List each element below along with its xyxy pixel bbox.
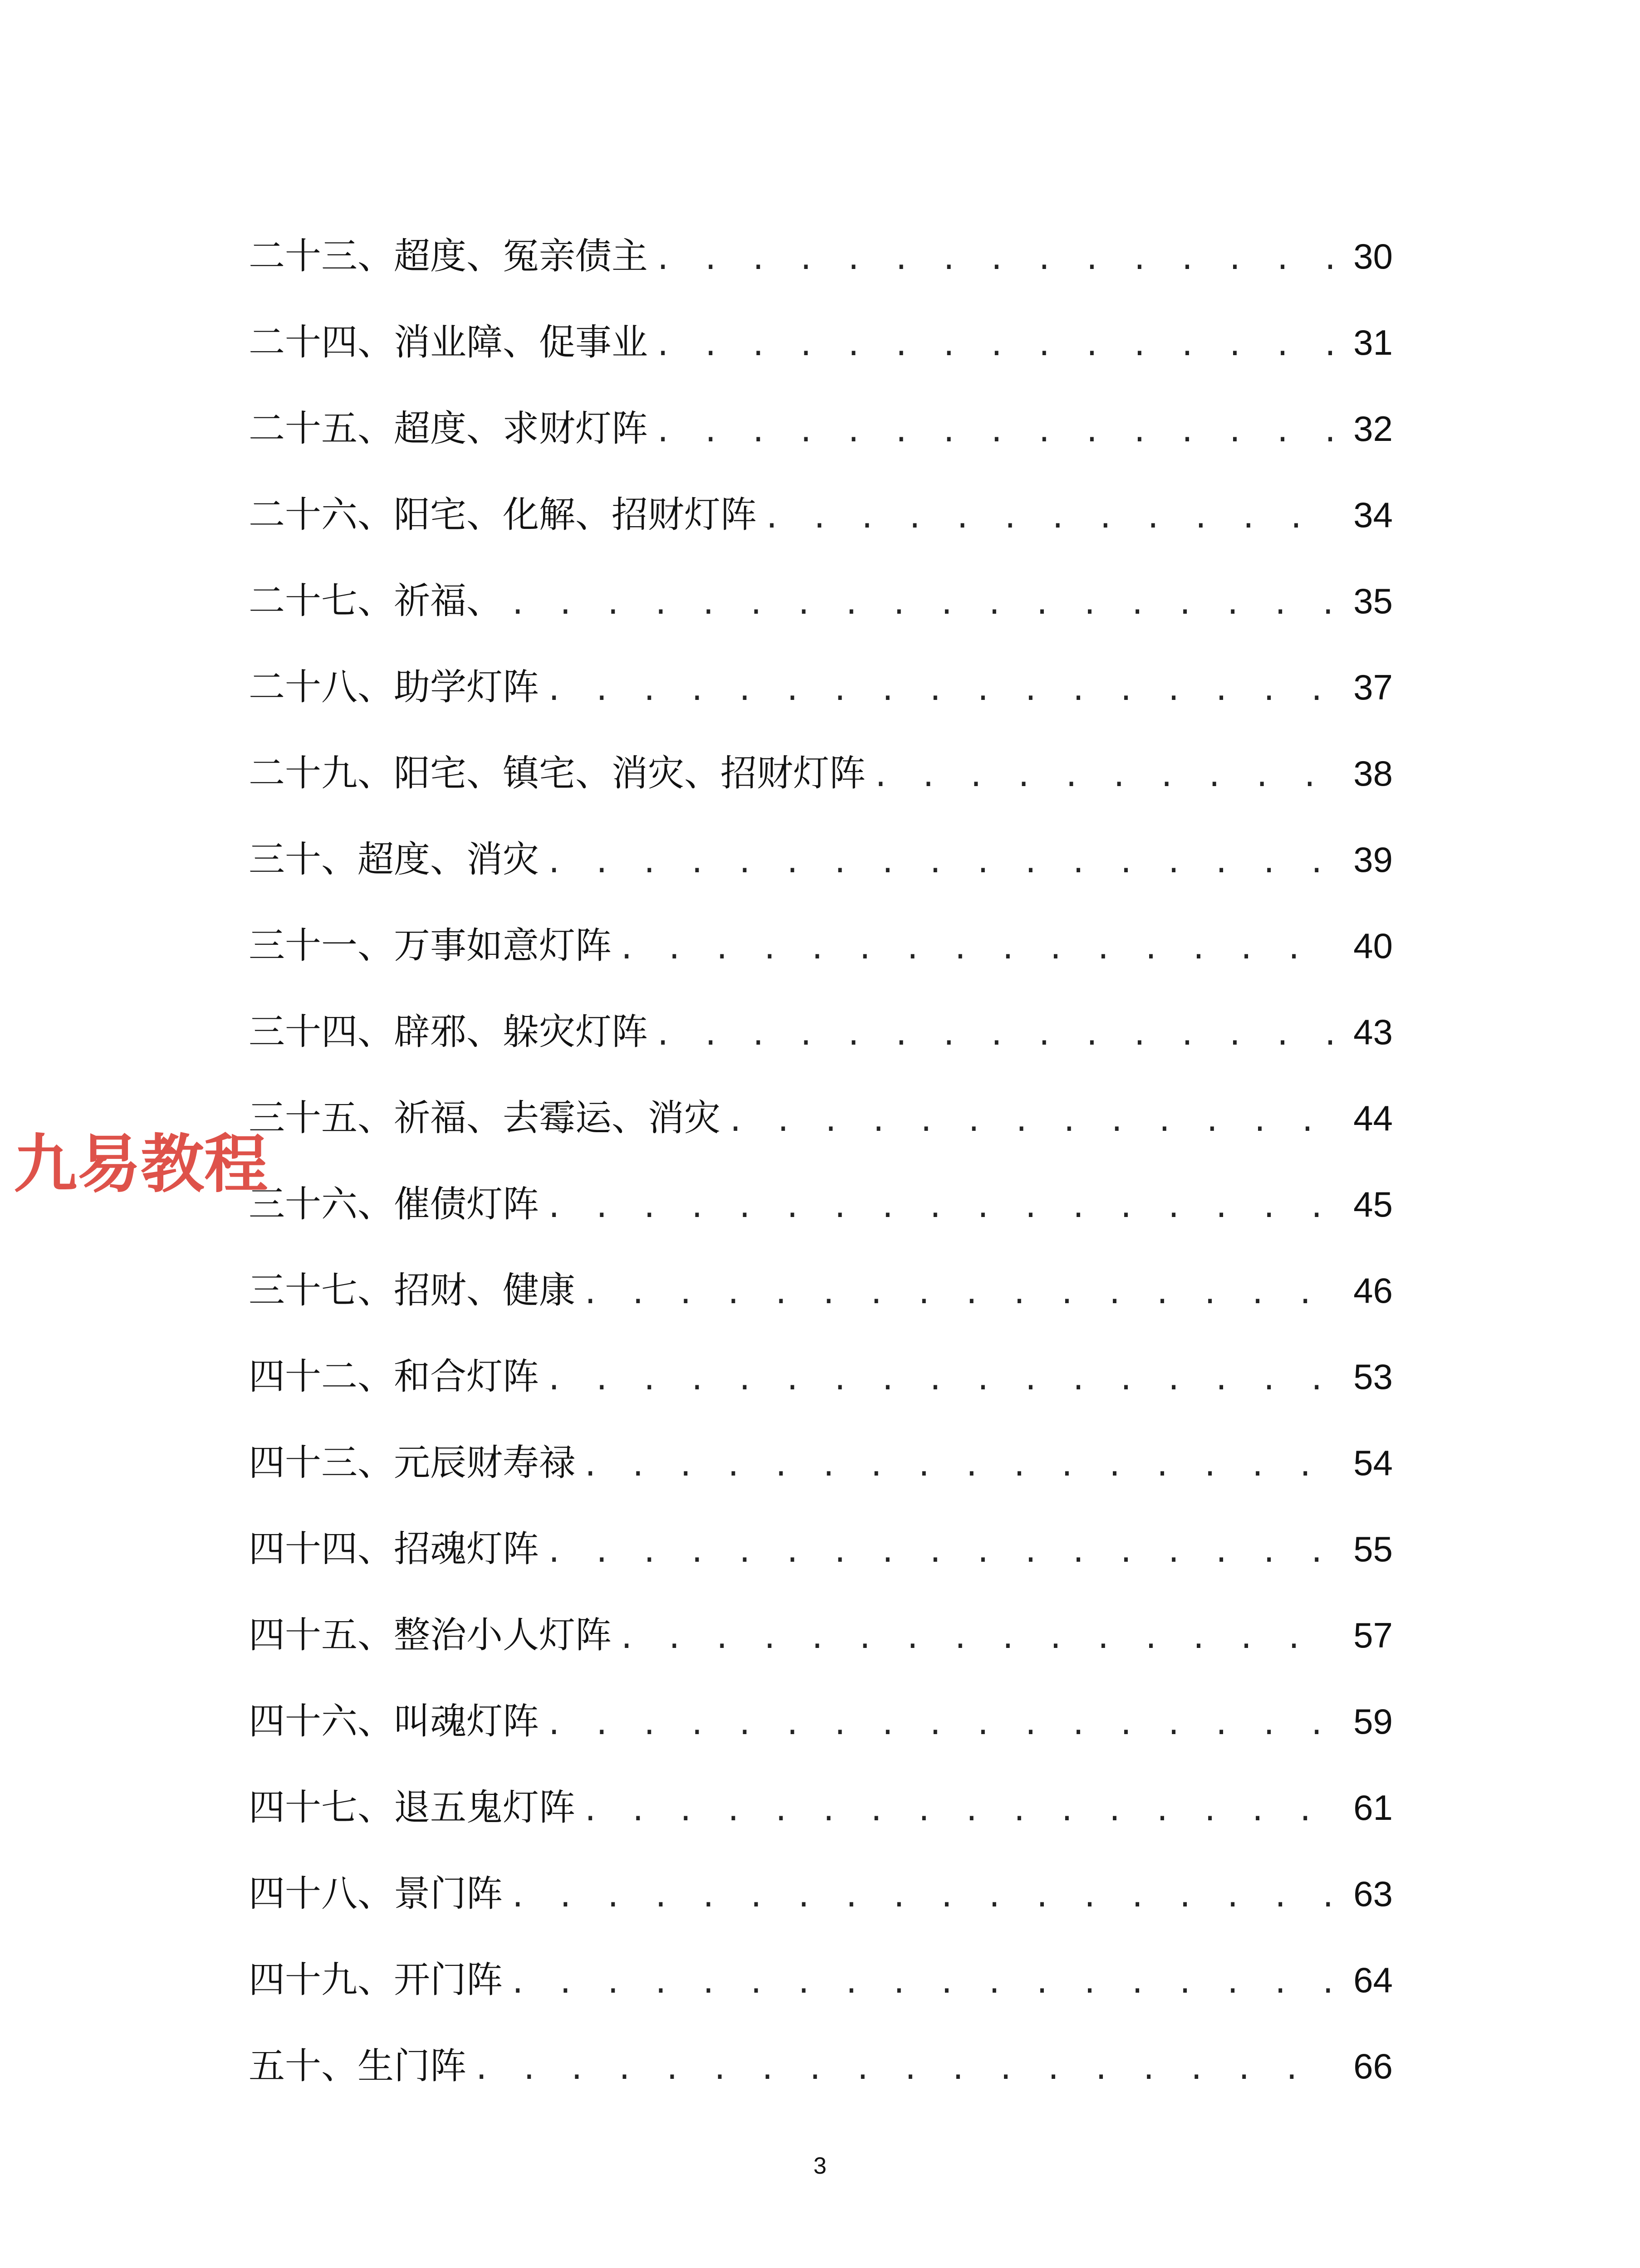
toc-entry-title: 二十五、超度、求财灯阵 <box>249 407 648 450</box>
toc-dot-leader <box>545 1704 1336 1739</box>
toc-entry-page: 53 <box>1353 1357 1393 1397</box>
toc-dot-leader <box>654 239 1336 274</box>
toc-entry-title: 四十七、退五鬼灯阵 <box>249 1786 575 1828</box>
toc-entry <box>249 1420 1393 1506</box>
toc-dot-leader <box>582 1273 1336 1308</box>
toc-entry-page: 30 <box>1353 236 1393 276</box>
toc-dot-leader <box>654 325 1336 360</box>
toc-entry-title: 四十九、开门阵 <box>249 1959 503 2001</box>
toc-entry-title: 二十六、阳宅、化解、招财灯阵 <box>249 494 757 536</box>
toc-entry-page: 31 <box>1353 323 1393 362</box>
toc-entry-title: 四十八、景门阵 <box>249 1872 503 1915</box>
toc-dot-leader <box>545 1531 1336 1567</box>
toc-entry-title: 四十三、元辰财寿禄 <box>249 1442 575 1484</box>
toc-entry-title: 二十三、超度、冤亲债主 <box>249 235 648 277</box>
toc-entry <box>249 1678 1393 1765</box>
toc-dot-leader <box>654 1014 1336 1050</box>
toc-entry <box>249 1161 1393 1247</box>
toc-entry-title: 三十一、万事如意灯阵 <box>249 924 612 967</box>
toc-entry-page: 63 <box>1353 1874 1393 1914</box>
toc-entry-title: 五十、生门阵 <box>249 2045 466 2087</box>
toc-dot-leader <box>545 670 1336 705</box>
toc-entry <box>249 558 1393 644</box>
toc-entry-page: 59 <box>1353 1701 1393 1741</box>
toc-entry-title: 二十八、助学灯阵 <box>249 666 539 708</box>
toc-entry-page: 57 <box>1353 1615 1393 1655</box>
page-number: 3 <box>813 2153 827 2179</box>
toc-dot-leader <box>618 1618 1336 1653</box>
toc-entry-page: 44 <box>1353 1098 1393 1138</box>
toc-entry-page: 64 <box>1353 1960 1393 2000</box>
toc-entry-page: 32 <box>1353 409 1393 449</box>
toc-dot-leader <box>473 2048 1336 2084</box>
toc-entry-page: 39 <box>1353 840 1393 880</box>
toc-entry-title: 四十六、叫魂灯阵 <box>249 1700 539 1742</box>
toc-dot-leader <box>545 842 1336 877</box>
toc-entry-page: 66 <box>1353 2046 1393 2086</box>
toc-dot-leader <box>727 1100 1336 1136</box>
toc-entry <box>249 213 1393 299</box>
toc-entry <box>249 989 1393 1075</box>
toc-entry <box>249 472 1393 558</box>
toc-entry-page: 54 <box>1353 1443 1393 1483</box>
toc-entry-page: 46 <box>1353 1271 1393 1310</box>
toc-entry <box>249 386 1393 472</box>
toc-dot-leader <box>545 1187 1336 1222</box>
watermark-logo: 九易教程 <box>14 1128 268 1202</box>
toc-entry-title: 二十九、阳宅、镇宅、消灾、招财灯阵 <box>249 752 866 794</box>
toc-entry <box>249 1937 1393 2023</box>
toc-entry-page: 35 <box>1353 581 1393 621</box>
toc-dot-leader <box>509 583 1336 619</box>
toc-entry-title: 二十七、祈福、 <box>249 580 503 622</box>
toc-entry <box>249 903 1393 989</box>
toc-entry <box>249 730 1393 816</box>
toc-entry-page: 40 <box>1353 926 1393 966</box>
toc-entry-title: 四十五、整治小人灯阵 <box>249 1614 612 1656</box>
toc-entry-title: 四十二、和合灯阵 <box>249 1355 539 1398</box>
table-of-contents <box>249 213 1393 2109</box>
toc-entry <box>249 299 1393 386</box>
toc-entry <box>249 1765 1393 1851</box>
toc-dot-leader <box>545 1359 1336 1394</box>
toc-entry <box>249 1592 1393 1678</box>
toc-entry <box>249 644 1393 730</box>
toc-entry <box>249 1075 1393 1161</box>
toc-entry-title: 三十七、招财、健康 <box>249 1269 575 1311</box>
toc-dot-leader <box>509 1876 1336 1911</box>
toc-dot-leader <box>618 928 1336 963</box>
toc-entry-page: 55 <box>1353 1529 1393 1569</box>
toc-dot-leader <box>582 1790 1336 1825</box>
toc-dot-leader <box>654 411 1336 446</box>
toc-entry-page: 43 <box>1353 1012 1393 1052</box>
toc-entry-title: 二十四、消业障、促事业 <box>249 321 648 363</box>
toc-dot-leader <box>763 497 1336 533</box>
toc-entry-page: 37 <box>1353 667 1393 707</box>
toc-entry <box>249 1247 1393 1334</box>
toc-entry <box>249 1506 1393 1592</box>
toc-dot-leader <box>509 1962 1336 1998</box>
toc-entry-title: 四十四、招魂灯阵 <box>249 1528 539 1570</box>
toc-entry-title: 三十四、辟邪、躲灾灯阵 <box>249 1011 648 1053</box>
toc-entry-title: 三十、超度、消灾 <box>249 838 539 880</box>
toc-dot-leader <box>582 1445 1336 1481</box>
toc-entry-title: 三十五、祈福、去霉运、消灾 <box>249 1097 720 1139</box>
toc-entry-title: 三十六、催债灯阵 <box>249 1183 539 1225</box>
toc-dot-leader <box>872 756 1336 791</box>
toc-entry-page: 34 <box>1353 495 1393 535</box>
toc-entry <box>249 816 1393 903</box>
toc-entry-page: 61 <box>1353 1788 1393 1828</box>
toc-entry-page: 45 <box>1353 1184 1393 1224</box>
toc-entry <box>249 2023 1393 2109</box>
toc-entry <box>249 1334 1393 1420</box>
toc-entry <box>249 1851 1393 1937</box>
toc-entry-page: 38 <box>1353 753 1393 793</box>
